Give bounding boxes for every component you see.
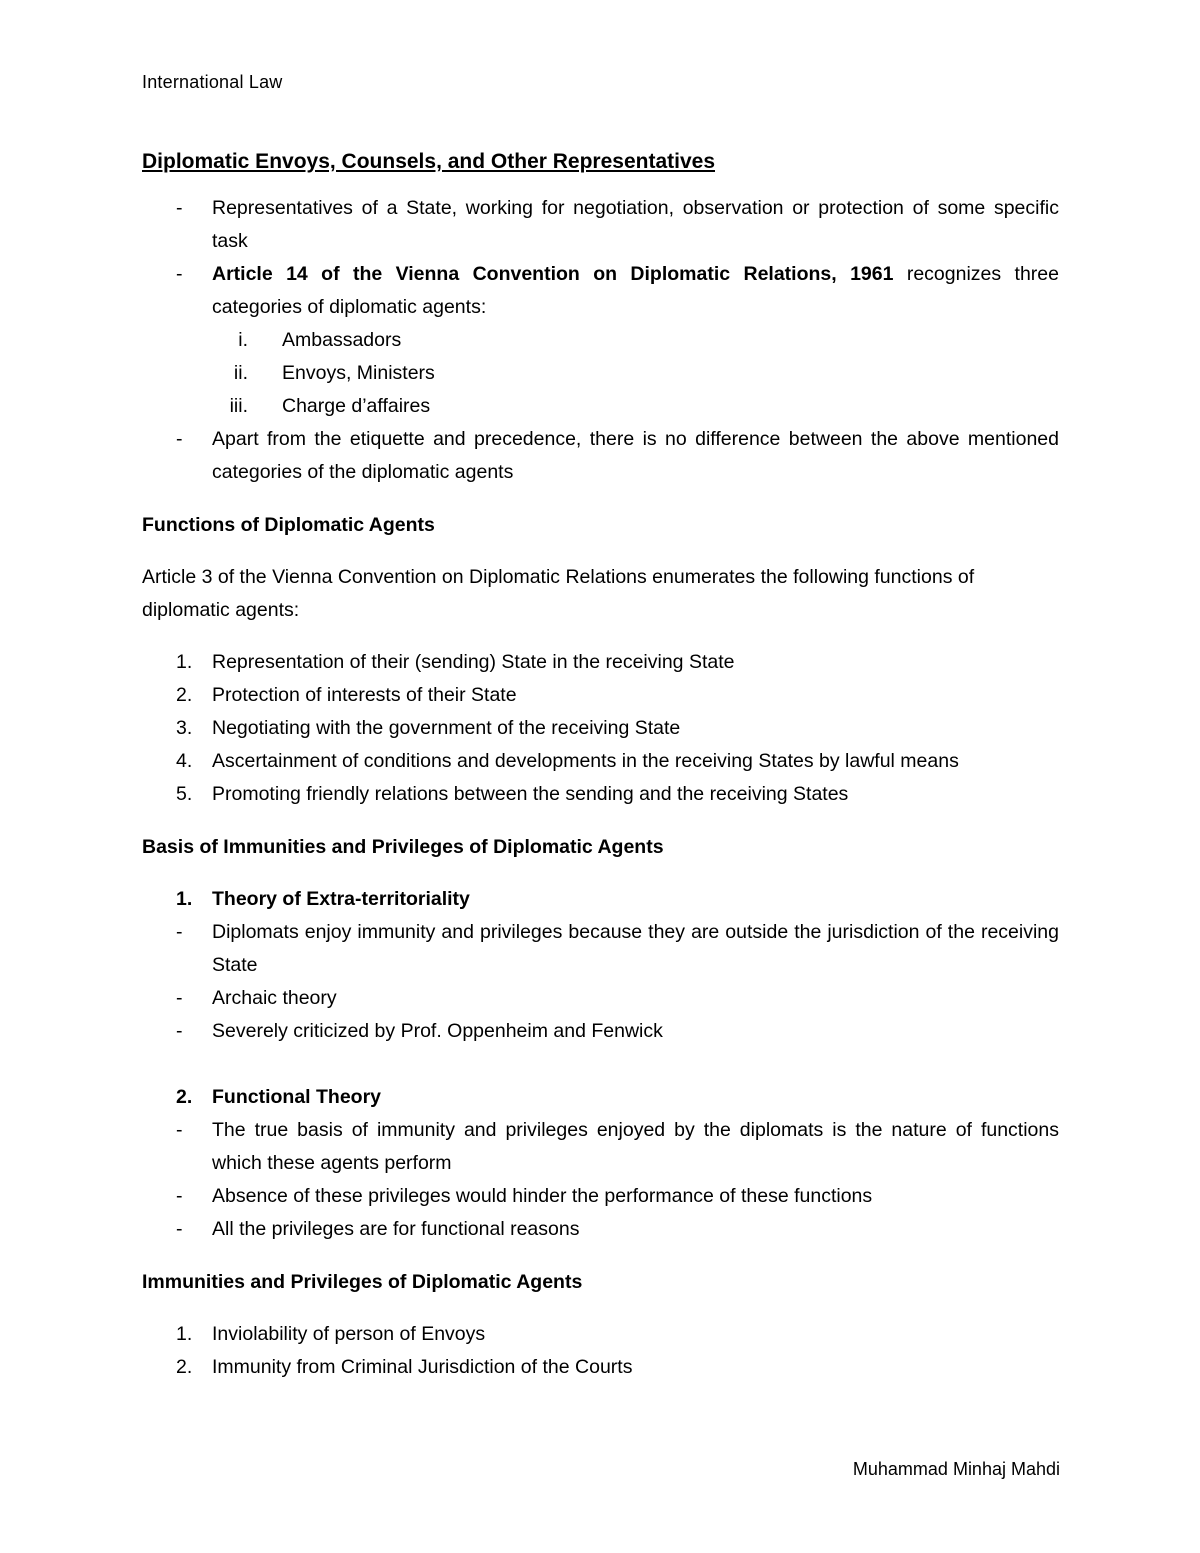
point-text: Absence of these privileges would hinder the performance of these functions: [212, 1185, 873, 1207]
dash-marker: -: [176, 921, 183, 943]
function-text: Representation of their (sending) State in the receiving State: [212, 651, 735, 673]
theory-point: [142, 1015, 1059, 1048]
theory-point: [142, 1180, 1059, 1213]
immunities-heading: Immunities and Privileges of Diplomatic Agents: [142, 1271, 583, 1293]
page-footer: Muhammad Minhaj Mahdi: [852, 1459, 1060, 1479]
point-text: Archaic theory: [212, 987, 337, 1009]
theory-extraterritoriality-title: [142, 883, 1059, 916]
theory-point: [142, 982, 1059, 1015]
bullet-text: Representatives of a State, working for negotiation, observation or protection of some specific task: [212, 197, 1059, 252]
number-marker: 1.: [176, 1323, 193, 1345]
functions-list: [142, 646, 1059, 811]
bullet-text: recognizes three categories of diplomatic agents:: [212, 263, 1059, 318]
theory-functional-title: [142, 1081, 1059, 1114]
functions-paragraph: Article 3 of the Vienna Convention on Diplomatic Relations enumerates the following functions of diplomatic agents:: [142, 566, 975, 621]
function-text: Negotiating with the government of the receiving State: [212, 717, 681, 739]
functions-heading: Functions of Diplomatic Agents: [142, 514, 435, 536]
number-marker: 1.: [176, 651, 193, 673]
number-marker: 2.: [176, 684, 193, 706]
function-item: [142, 745, 1059, 778]
theory-point: [142, 1114, 1059, 1180]
function-item: [142, 778, 1059, 811]
point-text: Diplomats enjoy immunity and privileges because they are outside the jurisdiction of the receiving State: [212, 921, 1059, 976]
point-text: The true basis of immunity and privileges enjoyed by the diplomats is the nature of functions which these agents perform: [212, 1119, 1059, 1174]
immunity-text: Inviolability of person of Envoys: [212, 1323, 486, 1345]
number-marker: 2.: [176, 1086, 193, 1108]
intro-bullet-etiquette: [142, 423, 1059, 489]
basis-heading: Basis of Immunities and Privileges of Diplomatic Agents: [142, 836, 664, 858]
dash-marker: -: [176, 263, 183, 285]
article14-citation: Article 14 of the Vienna Convention on Diplomatic Relations, 1961: [212, 263, 894, 285]
number-marker: 5.: [176, 783, 193, 805]
point-text: Severely criticized by Prof. Oppenheim and Fenwick: [212, 1020, 663, 1042]
category-item: [142, 357, 1059, 390]
category-item: [142, 324, 1059, 357]
roman-marker: ii.: [233, 362, 248, 384]
intro-bullet-article14: [142, 258, 1059, 324]
theory-extraterritoriality-points: [142, 916, 1059, 1048]
theory-title: Functional Theory: [212, 1086, 382, 1108]
function-item: [142, 679, 1059, 712]
dash-marker: -: [176, 1119, 183, 1141]
dash-marker: -: [176, 1185, 183, 1207]
theory-functional-points: [142, 1114, 1059, 1246]
categories-list: [142, 324, 1059, 423]
function-item: [142, 712, 1059, 745]
document-title: Diplomatic Envoys, Counsels, and Other Representatives: [142, 150, 715, 173]
bullet-text: Apart from the etiquette and precedence, there is no difference between the above mentioned categories of the diplomatic agents: [212, 428, 1059, 483]
category-text: Envoys, Ministers: [282, 362, 435, 384]
dash-marker: -: [176, 1218, 183, 1240]
page-content: [142, 145, 1059, 1384]
theory-point: [142, 1213, 1059, 1246]
roman-marker: i.: [238, 329, 248, 351]
number-marker: 1.: [176, 888, 193, 910]
page-header: International Law: [142, 72, 283, 92]
theory-title: Theory of Extra-territoriality: [212, 888, 470, 910]
function-text: Promoting friendly relations between the sending and the receiving States: [212, 783, 849, 805]
immunity-text: Immunity from Criminal Jurisdiction of the Courts: [212, 1356, 633, 1378]
immunities-list: [142, 1318, 1059, 1384]
intro-list-continued: [142, 423, 1059, 489]
immunity-item: [142, 1351, 1059, 1384]
point-text: All the privileges are for functional reasons: [212, 1218, 580, 1240]
category-text: Charge d’affaires: [282, 395, 431, 417]
function-text: Protection of interests of their State: [212, 684, 517, 706]
category-item: [142, 390, 1059, 423]
roman-marker: iii.: [229, 395, 248, 417]
intro-bullet-representatives: [142, 192, 1059, 258]
dash-marker: -: [176, 428, 183, 450]
immunity-item: [142, 1318, 1059, 1351]
intro-list: [142, 192, 1059, 324]
number-marker: 2.: [176, 1356, 193, 1378]
category-text: Ambassadors: [282, 329, 402, 351]
theory-point: [142, 916, 1059, 982]
function-item: [142, 646, 1059, 679]
dash-marker: -: [176, 987, 183, 1009]
number-marker: 4.: [176, 750, 193, 772]
function-text: Ascertainment of conditions and developments in the receiving States by lawful means: [212, 750, 959, 772]
number-marker: 3.: [176, 717, 193, 739]
dash-marker: -: [176, 1020, 183, 1042]
dash-marker: -: [176, 197, 183, 219]
